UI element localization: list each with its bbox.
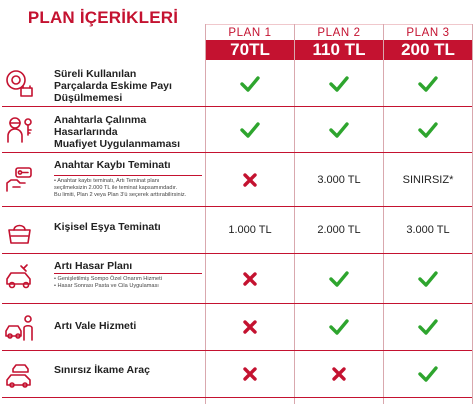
coverage-value: 1.000 TL	[228, 224, 272, 236]
check-icon	[384, 351, 472, 397]
table-row	[0, 351, 474, 397]
table-row	[0, 207, 474, 253]
feature-note-line: Bu limiti, Plan 2 veya Plan 3'ü seçerek arttırabilirsiniz.	[54, 191, 187, 198]
check-icon	[384, 254, 472, 303]
hand-key-icon	[5, 165, 34, 194]
feature-note	[54, 178, 186, 198]
valet-icon	[5, 313, 34, 342]
feature-name-line: Düşülmemesi	[54, 92, 123, 104]
plan-1-header: PLAN 1	[206, 24, 294, 40]
feature-name	[54, 159, 171, 171]
feature-note-line: • Anahtar kaybı teminatı, Artı Teminat planı	[54, 178, 160, 184]
feature-name	[54, 68, 172, 104]
table-row	[0, 107, 474, 152]
feature-name-line: Sınırsız İkame Araç	[54, 364, 150, 376]
feature-name	[54, 221, 161, 233]
check-icon	[295, 304, 383, 350]
feature-note-line: seçilmeksizin 2.000 TL ile teminat kapsamındadır.	[54, 184, 178, 191]
check-icon	[206, 107, 294, 152]
check-icon	[384, 107, 472, 152]
car-wrench-icon	[5, 262, 34, 291]
cross-icon	[206, 351, 294, 397]
feature-name-line: Anahtarla Çalınma	[54, 114, 147, 126]
feature-name-line: Kişisel Eşya Teminatı	[54, 221, 161, 233]
cross-icon	[206, 254, 294, 303]
cross-icon	[206, 304, 294, 350]
cross-icon	[206, 153, 294, 206]
note-divider	[54, 175, 202, 176]
cross-icon	[295, 351, 383, 397]
note-divider	[54, 273, 202, 274]
check-icon	[206, 61, 294, 106]
check-icon	[295, 254, 383, 303]
plan-2-price: 110 TL	[295, 40, 383, 60]
plan-2-header: PLAN 2	[295, 24, 383, 40]
plan-1-price: 70TL	[206, 40, 294, 60]
feature-name-line: Parçalarda Eskime Payı	[54, 80, 172, 92]
plan-3-header: PLAN 3	[384, 24, 472, 40]
feature-note-line: • Hasar Sonrası Pasta ve Cila Uygulaması	[54, 282, 159, 289]
tire-battery-icon	[5, 69, 34, 98]
feature-name-line: Süreli Kullanılan	[54, 68, 137, 80]
feature-name	[54, 320, 136, 332]
check-icon	[295, 107, 383, 152]
feature-name-line: Hasarlarında	[54, 126, 118, 138]
feature-name	[54, 260, 132, 272]
handbag-wallet-icon	[5, 217, 34, 246]
table-row	[0, 254, 474, 303]
coverage-value: SINIRSIZ*	[402, 173, 454, 186]
feature-name-line: Artı Hasar Planı	[54, 260, 133, 272]
row-divider	[2, 397, 472, 398]
coverage-value: 3.000 TL	[406, 224, 450, 236]
feature-name	[54, 114, 180, 150]
feature-name-line: Anahtar Kaybı Teminatı	[54, 159, 171, 171]
table-row	[0, 61, 474, 106]
thief-key-icon	[5, 115, 34, 144]
coverage-value: 3.000 TL	[317, 173, 361, 186]
page-title: PLAN İÇERİKLERİ	[27, 8, 179, 27]
feature-note	[54, 276, 162, 290]
feature-note-line: • Genişletilmiş Sompo Özel Onarım Hizmeti	[54, 276, 162, 282]
table-row	[0, 304, 474, 350]
coverage-value: 2.000 TL	[317, 224, 361, 236]
check-icon	[384, 61, 472, 106]
feature-name-line: Artı Vale Hizmeti	[54, 320, 137, 332]
check-icon	[295, 61, 383, 106]
check-icon	[384, 304, 472, 350]
two-cars-icon	[5, 360, 34, 389]
table-row	[0, 153, 474, 206]
feature-name	[54, 364, 150, 376]
plan-3-price: 200 TL	[384, 40, 472, 60]
feature-name-line: Muafiyet Uygulanmaması	[54, 138, 181, 150]
